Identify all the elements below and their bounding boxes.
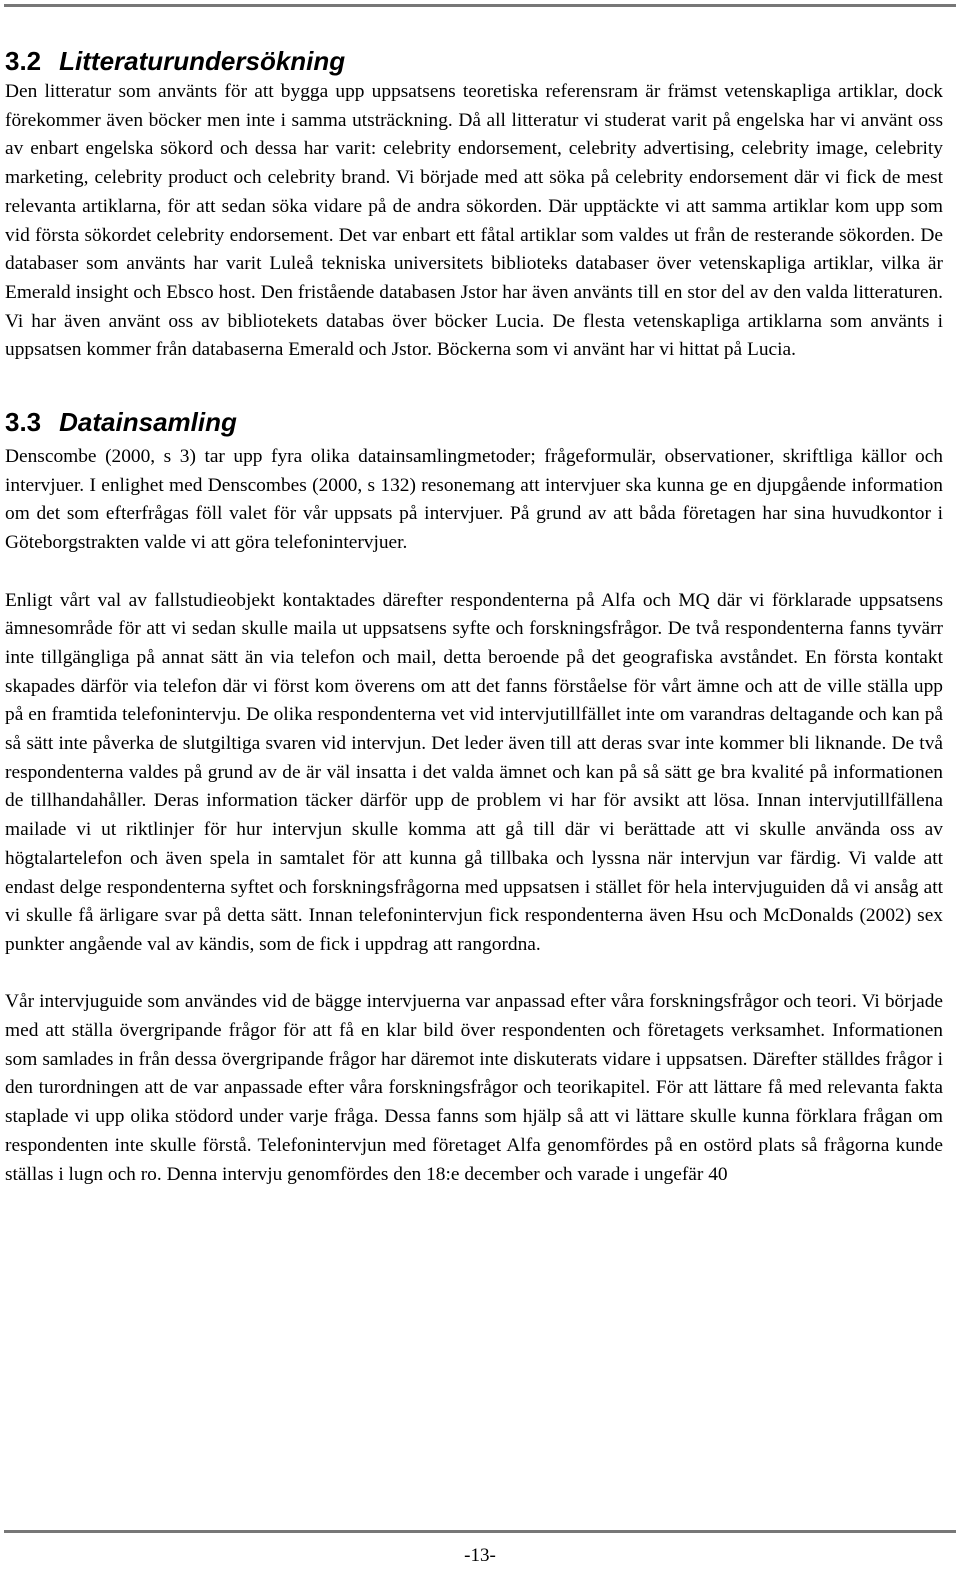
section-title: Litteraturundersökning: [59, 46, 346, 76]
paragraph: Vår intervjuguide som användes vid de bägge intervjuerna var anpassad efter våra forskningsfrågor och teori. Vi började med att ställa övergripande frågor för att få en klar bild över respondenten och företagets verksamhet. Informationen som samlades in från dessa övergripande frågor har däremot inte diskuterats vidare i uppsatsen. Därefter ställdes frågor i den turordningen att de var anpassade efter våra forskningsfrågor och teorikapitel. För att lättare få med relevanta fakta staplade vi upp olika stödord under varje fråga. Dessa fanns som hjälp så att vi lättare skulle kunna förklara frågan om respondenten inte skulle förstå. Telefonintervjun med företaget Alfa genomfördes på en ostörd plats så frågorna kunde ställas i lugn och ro. Denna intervju genomfördes den 18:e december och varade i ungefär 40: [5, 991, 943, 1185]
page-number: -13-: [464, 1545, 496, 1566]
section-heading: [5, 405, 943, 439]
top-rule: [4, 4, 956, 7]
section-heading: [5, 44, 943, 78]
footer-rule: [4, 1530, 956, 1533]
paragraph: Den litteratur som använts för att bygga upp uppsatsens teoretiska referensram är främst vetenskapliga artiklar, dock förekommer även böcker men inte i samma utsträckning. Då all litteratur vi studerat varit på engelska har vi använt oss av enbart engelska sökord och dessa har varit: celebrity endorsement, celebrity advertising, celebrity image, celebrity marketing, celebrity product och celebrity brand. Vi började med att söka på celebrity endorsement där vi fick de mest relevanta artiklarna, för att sedan söka vidare på de andra sökorden. Där upptäckte vi att samma artiklar kom upp som vid första sökordet celebrity endorsement. Det var enbart ett fåtal artiklar som valdes ut från de resterande sökorden. De databaser som använts har varit Luleå tekniska universitets biblioteks databaser över vetenskapliga artiklar, vilka är Emerald insight och Ebsco host. Den fristående databasen Jstor har även använts till en stor del av den valda litteraturen. Vi har även använt oss av bibliotekets databas över böcker Lucia. De flesta vetenskapliga artiklarna som använts i uppsatsen kommer från databaserna Emerald och Jstor. Böckerna som vi använt har vi hittat på Lucia.: [5, 81, 943, 361]
section-datainsamling: [5, 405, 943, 1189]
section-litteraturundersokning: [5, 44, 943, 365]
paragraph-gap: [5, 558, 943, 587]
section-number: 3.2: [5, 46, 42, 76]
section-number: 3.3: [5, 407, 42, 438]
paragraph: Denscombe (2000, s 3) tar upp fyra olika datainsamlingmetoder; frågeformulär, observationer, skriftliga källor och intervjuer. I enlighet med Denscombes (2000, s 132) resonemang att intervjuer ska kunna ge en djupgående information om det som efterfrågas föll valet för vår uppsats på intervjuer. På grund av att båda företagen har sina huvudkontor i Göteborgstrakten valde vi att göra telefonintervjuer.: [5, 446, 943, 554]
paragraph-gap: [5, 960, 943, 989]
paragraph: Enligt vårt val av fallstudieobjekt kontaktades därefter respondenterna på Alfa och MQ där vi förklarade uppsatsens ämnesområde för att vi sedan skulle maila ut uppsatsens syfte och forskningsfrågor. De två respondenterna fanns tyvärr inte tillgängliga på annat sätt än via telefon och mail, detta beroende på det geografiska avståndet. En första kontakt skapades därför via telefon där vi först kom överens om att det fanns förståelse för vårt ämne och att de ville ställa upp på en framtida telefonintervju. De olika respondenterna vet vid intervjutillfället inte om varandras deltagande och kan på så sätt inte påverka de slutgiltiga svaren vid intervjun. Det leder även till att deras svar inte kommer bli liknande. De två respondenterna valdes på grund av de är väl insatta i det valda ämnet och kan på så sätt ge bra kvalité på informationen de tillhandahåller. Deras information täcker därför upp de problem vi har för avsikt att lösa. Innan intervjutillfällena mailade vi ut riktlinjer för hur intervjun skulle komma att gå till där vi berättade att vi skulle använda oss av högtalartelefon och även spela in samtalet för att kunna gå tillbaka och lyssna när intervjun var färdig. Vi valde att endast delge respondenterna syftet och forskningsfrågorna med uppsatsen i stället för hela intervjuguiden då vi ansåg att vi skulle få ärligare svar på detta sätt. Innan telefonintervjun fick respondenterna även Hsu och McDonalds (2002) sex punkter angående val av kändis, som de fick i uppdrag att rangordna.: [5, 589, 943, 955]
section-title: Datainsamling: [59, 407, 237, 438]
page-content: [5, 44, 943, 1189]
